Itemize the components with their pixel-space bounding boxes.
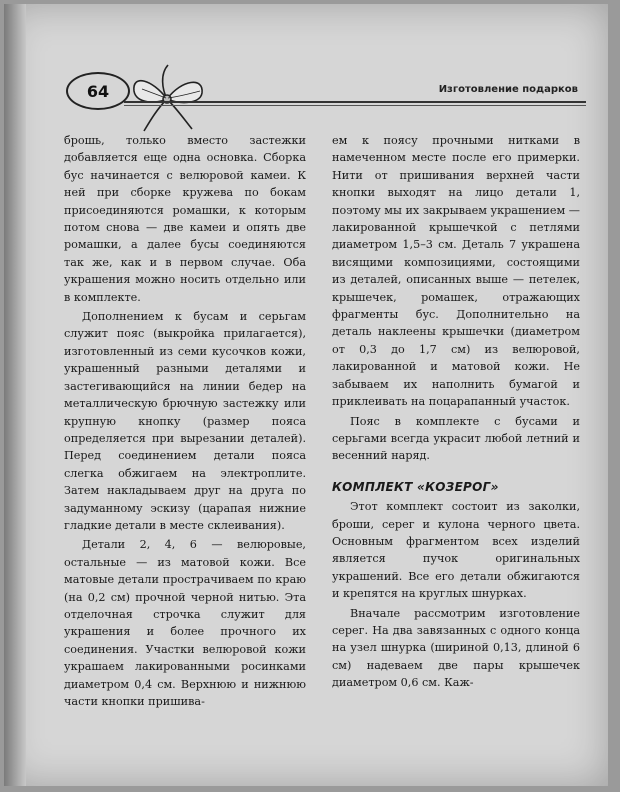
paragraph: Этот комплект состоит из заколки, броши, серег и кулона черного цвета. Основным фрагментом всех изделий является пучок оригинальных украшений. Все его детали обжигаются и крепятся на круглых шнурках. bbox=[332, 500, 580, 601]
left-column bbox=[64, 132, 306, 710]
paragraph: брошь, только вместо застежки добавляется еще одна основка. Сборка бус начинается с велюровой камеи. К ней при сборке кружева по бокам присоединяются ромашки, к которым потом снова — две камеи и опять две ромашки, а далее бусы соединяются так же, как и в первом случае. Оба украшения можно носить отдельно или в комплекте. bbox=[64, 134, 306, 304]
paragraph: Пояс в комплекте с бусами и серьгами всегда украсит любой летний и весенний наряд. bbox=[332, 414, 580, 463]
running-head: Изготовление подарков bbox=[438, 84, 578, 95]
page-number: 64 bbox=[66, 72, 130, 110]
paragraph: Вначале рассмотрим изготовление серег. На два завязанных с одного конца на узел шнурка (шириной 0,13, длиной 6 см) надеваем две пары крышечек диаметром 0,6 см. Каж- bbox=[332, 606, 580, 690]
right-column bbox=[332, 132, 580, 692]
paragraph: Детали 2, 4, 6 — велюровые, остальные — из матовой кожи. Все матовые детали прострачиваем по краю (на 0,2 см) прочной черной нитью. Эта отделочная строчка служит для украшения и более прочного их соединения. Участки велюровой кожи украшаем лакированными росинками диаметром 0,4 см. Верхнюю и нижнюю части кнопки пришива- bbox=[64, 538, 306, 708]
header-rule-thin bbox=[124, 105, 586, 106]
section-title: КОМПЛЕКТ «КОЗЕРОГ» bbox=[332, 479, 499, 494]
page-gutter-shadow bbox=[4, 4, 26, 786]
paragraph: ем к поясу прочными нитками в намеченном месте после его примерки. Нити от пришивания верхней части кнопки выходят на лицо детали 1, поэтому мы их закрываем украшением — лакированной крышечкой с петлями диаметром 1,5–3 см. Деталь 7 украшена висящими композициями, состоящими из деталей, описанных выше — петелек, крышечек, ромашек, отражающих фрагменты бус. Дополнительно на деталь наклеены крышечки (диаметром от 0,3 до 1,7 см) из велюровой, лакированной и матовой кожи. Не забываем их наполнить бумагой и приклеивать на поцарапанный участок. bbox=[332, 134, 580, 409]
ribbon-bow-icon bbox=[122, 59, 212, 134]
paragraph: Дополнением к бусам и серьгам служит пояс (выкройка прилагается), изготовленный из семи кусочков кожи, украшенный разными деталями и застегивающийся на линии бедер на металлическую брючную застежку или крупную кнопку (размер пояса определяется при вырезании деталей). Перед соединением детали пояса слегка обжигаем на электроплите. Затем накладываем друг на друга по задуманному эскизу (царапая нижние гладкие детали в месте склеивания). bbox=[64, 310, 306, 532]
book-page bbox=[4, 4, 608, 786]
header-rule bbox=[124, 101, 586, 103]
